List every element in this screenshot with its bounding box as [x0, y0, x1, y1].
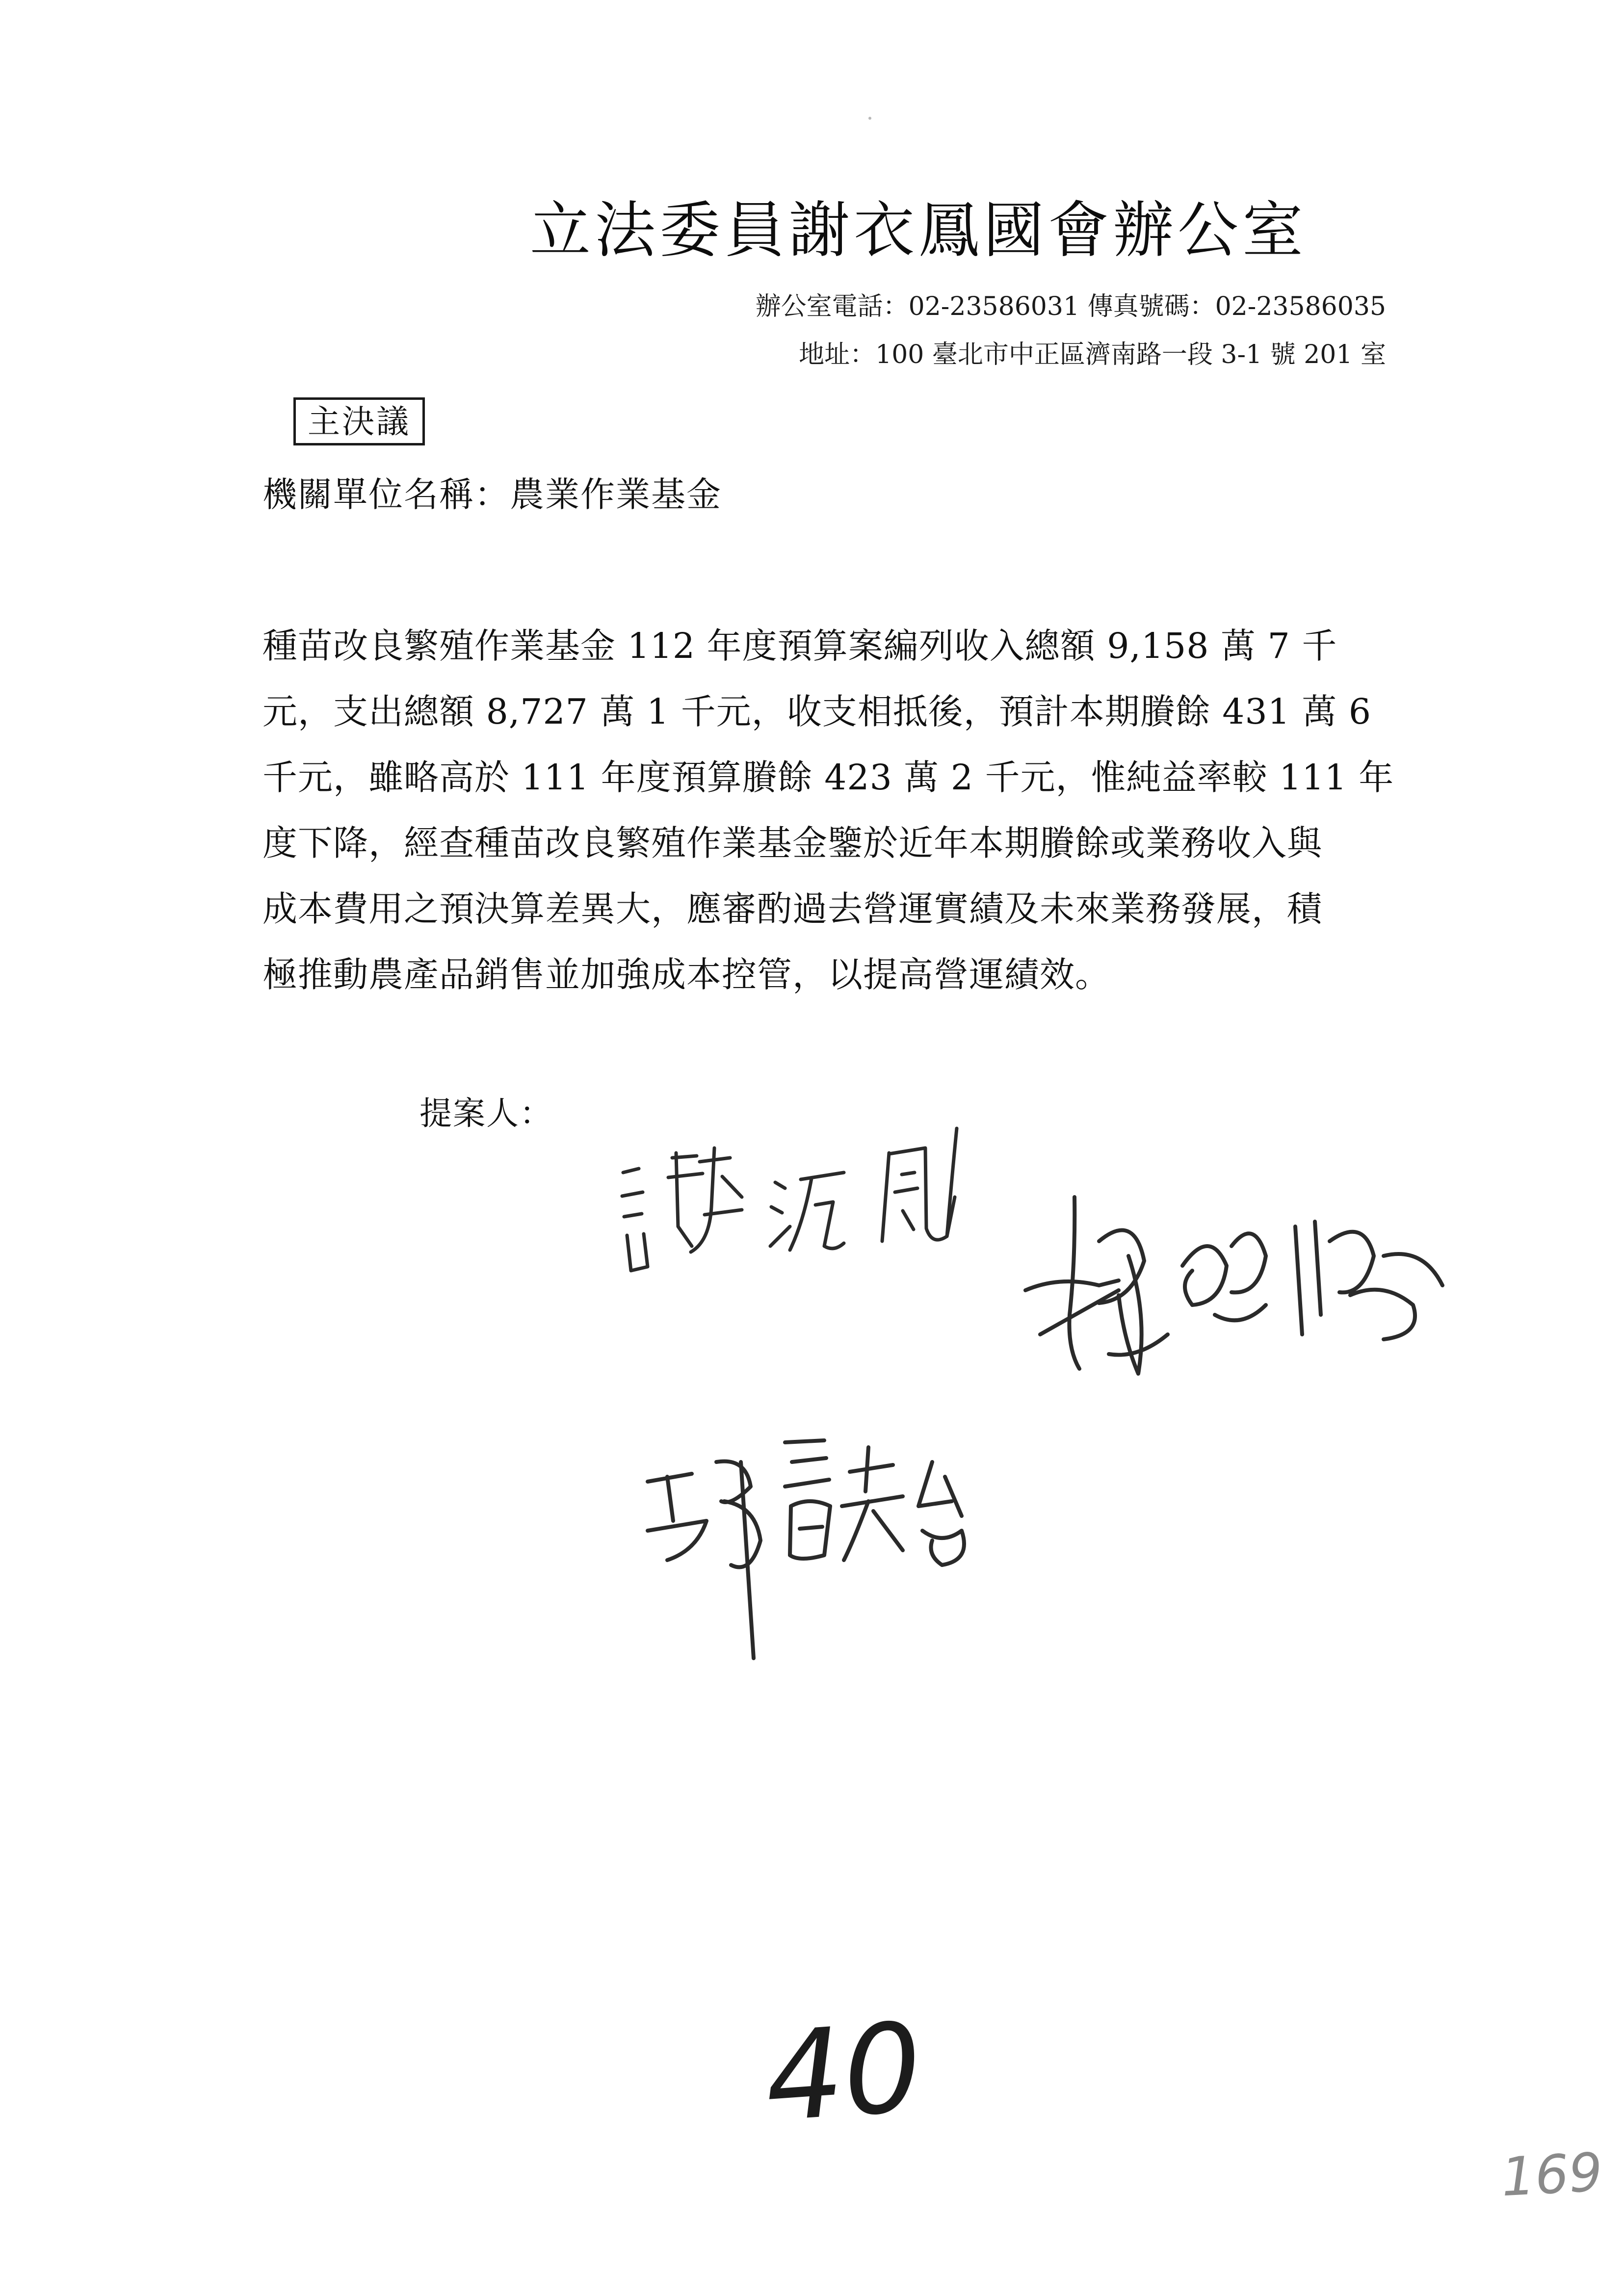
letterhead-phone-line: 辦公室電話：02-23586031 傳真號碼：02-23586035 — [755, 292, 1386, 321]
scan-speck — [868, 117, 871, 120]
signature-2 — [1021, 1187, 1462, 1418]
motion-body-line: 極推動農產品銷售並加強成本控管，以提高營運績效。 — [262, 954, 1111, 995]
motion-body — [262, 613, 1394, 1008]
signature-3 — [638, 1433, 1011, 1663]
motion-body-line: 元，支出總額 8,727 萬 1 千元，收支相抵後，預計本期賸餘 431 萬 6 — [262, 691, 1372, 732]
letterhead-title: 立法委員謝衣鳳國會辦公室 — [530, 195, 1308, 266]
letterhead-address-line: 地址：100 臺北市中正區濟南路一段 3-1 號 201 室 — [799, 340, 1386, 369]
signature-1 — [613, 1123, 1030, 1280]
proposer-label: 提案人： — [419, 1095, 553, 1132]
agency-line: 機關單位名稱：農業作業基金 — [262, 474, 722, 515]
pencil-page-number: 169 — [1499, 2141, 1604, 2209]
motion-body-line: 度下降，經查種苗改良繁殖作業基金鑒於近年本期賸餘或業務收入與 — [262, 823, 1323, 863]
motion-body-line: 千元，雖略高於 111 年度預算賸餘 423 萬 2 千元，惟純益率較 111 年 — [262, 757, 1394, 798]
motion-body-line: 成本費用之預決算差異大，應審酌過去營運實績及未來業務發展，積 — [262, 888, 1323, 929]
motion-body-line: 種苗改良繁殖作業基金 112 年度預算案編列收入總額 9,158 萬 7 千 — [262, 626, 1337, 666]
motion-type-label: 主決議 — [293, 397, 425, 445]
handwritten-number: 40 — [760, 1996, 926, 2149]
